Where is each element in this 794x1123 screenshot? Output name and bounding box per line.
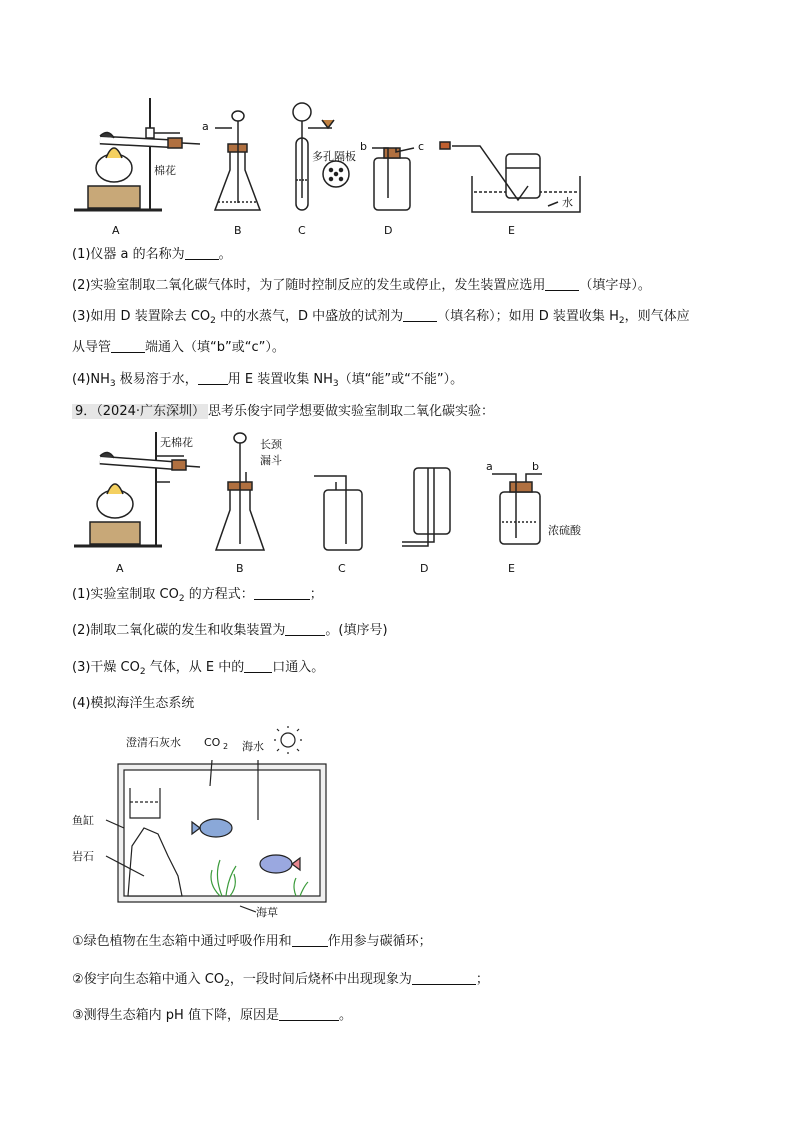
q9-label-funnel-2: 漏斗 bbox=[260, 454, 282, 467]
q9-device-e bbox=[492, 474, 542, 544]
q9-subquestion-4: (4)模拟海洋生态系统 bbox=[72, 696, 195, 711]
eco-label-tank: 鱼缸 bbox=[72, 814, 94, 827]
q8-device-b bbox=[215, 111, 260, 210]
answer-blank[interactable] bbox=[244, 659, 272, 673]
q8-device-e bbox=[440, 142, 580, 212]
q9-letter-e: E bbox=[508, 562, 515, 575]
answer-blank[interactable] bbox=[111, 339, 145, 353]
q8-device-d bbox=[372, 148, 414, 210]
q8-subquestion-2: (2)实验室制取二氧化碳气体时，为了随时控制反应的发生或停止，发生装置应选用 （填字母）。 bbox=[72, 278, 651, 293]
q9-statement-2: ②俊宇向生态箱中通入 $CO_2$，一段时间后烧杯中出现现象为 ； bbox=[72, 972, 489, 989]
answer-blank[interactable] bbox=[279, 1007, 339, 1021]
q8-label-a: a bbox=[202, 120, 209, 133]
eco-label-co2-sub: 2 bbox=[223, 742, 229, 751]
eco-label-limewater: 澄清石灰水 bbox=[126, 736, 181, 749]
ecosystem-figure bbox=[70, 726, 340, 926]
q8-label-cotton: 棉花 bbox=[154, 164, 176, 177]
q9-subquestion-3: (3)干燥 $CO_2$ 气体，从 E 中的 口通入。 bbox=[72, 660, 325, 677]
q8-apparatus-figure bbox=[60, 88, 600, 240]
q9-statement-1: ①绿色植物在生态箱中通过呼吸作用和 作用参与碳循环； bbox=[72, 934, 432, 949]
q9-letter-c: C bbox=[338, 562, 346, 575]
q9-device-b bbox=[216, 433, 264, 550]
answer-blank[interactable] bbox=[403, 308, 437, 322]
q9-number-source: 9．（2024·广东深圳） bbox=[72, 404, 208, 419]
answer-blank[interactable] bbox=[185, 246, 219, 260]
q9-device-d bbox=[402, 468, 450, 546]
q9-label-no-cotton: 无棉花 bbox=[160, 436, 193, 449]
q8-label-water: 水 bbox=[562, 196, 573, 209]
eco-label-seaweed: 海草 bbox=[256, 906, 278, 919]
q8-letter-e: E bbox=[508, 224, 515, 237]
q9-letter-b: B bbox=[236, 562, 244, 575]
q9-statement-3: ③测得生态箱内 pH 值下降，原因是 。 bbox=[72, 1008, 352, 1023]
q9-device-c bbox=[314, 476, 362, 550]
q9-label-acid: 浓硫酸 bbox=[548, 524, 581, 537]
q8-label-c: c bbox=[418, 140, 425, 153]
answer-blank[interactable] bbox=[285, 622, 325, 636]
q8-letter-b: B bbox=[234, 224, 242, 237]
q9-label-b: b bbox=[532, 460, 539, 473]
q9-device-a bbox=[74, 432, 200, 546]
q9-letter-d: D bbox=[420, 562, 429, 575]
answer-blank[interactable] bbox=[198, 371, 228, 385]
answer-blank[interactable] bbox=[254, 586, 310, 600]
q8-letter-d: D bbox=[384, 224, 393, 237]
q9-subquestion-2: (2)制取二氧化碳的发生和收集装置为 。(填序号) bbox=[72, 623, 388, 638]
eco-label-co2: CO bbox=[204, 736, 221, 749]
q9-letter-a: A bbox=[116, 562, 124, 575]
eco-label-seawater: 海水 bbox=[242, 740, 264, 753]
q9-label-funnel-1: 长颈 bbox=[260, 438, 282, 451]
q8-letter-a: A bbox=[112, 224, 120, 237]
q9-apparatus-figure bbox=[60, 426, 600, 578]
q8-label-b: b bbox=[360, 140, 367, 153]
answer-blank[interactable] bbox=[545, 277, 579, 291]
q8-letter-c: C bbox=[298, 224, 306, 237]
q8-subquestion-3-cont: 从导管 端通入（填“b”或“c”）。 bbox=[72, 340, 285, 355]
q8-subquestion-1: (1)仪器 a 的名称为 。 bbox=[72, 247, 232, 262]
q8-label-porous-plate: 多孔隔板 bbox=[312, 150, 356, 163]
q9-label-a: a bbox=[486, 460, 493, 473]
q8-subquestion-3: (3)如用 D 装置除去 $CO_2$ 中的水蒸气，D 中盛放的试剂为 （填名称）；如用 D 装置收集 $H_2$，则气体应 bbox=[72, 309, 690, 326]
sun-icon bbox=[274, 726, 302, 754]
q8-device-a bbox=[74, 98, 200, 210]
q8-subquestion-4: $(4)NH_3$ 极易溶于水， 用 E 装置收集 $NH_3$（填“能”或“不能”）。 bbox=[72, 372, 464, 389]
answer-blank[interactable] bbox=[412, 971, 476, 985]
q9-subquestion-1: (1)实验室制取 $CO_2$ 的方程式： ； bbox=[72, 587, 323, 604]
answer-blank[interactable] bbox=[292, 933, 328, 947]
q9-heading: 9．（2024·广东深圳） 思考乐俊宇同学想要做实验室制取二氧化碳实验： bbox=[72, 402, 494, 422]
eco-label-rock: 岩石 bbox=[72, 850, 94, 863]
